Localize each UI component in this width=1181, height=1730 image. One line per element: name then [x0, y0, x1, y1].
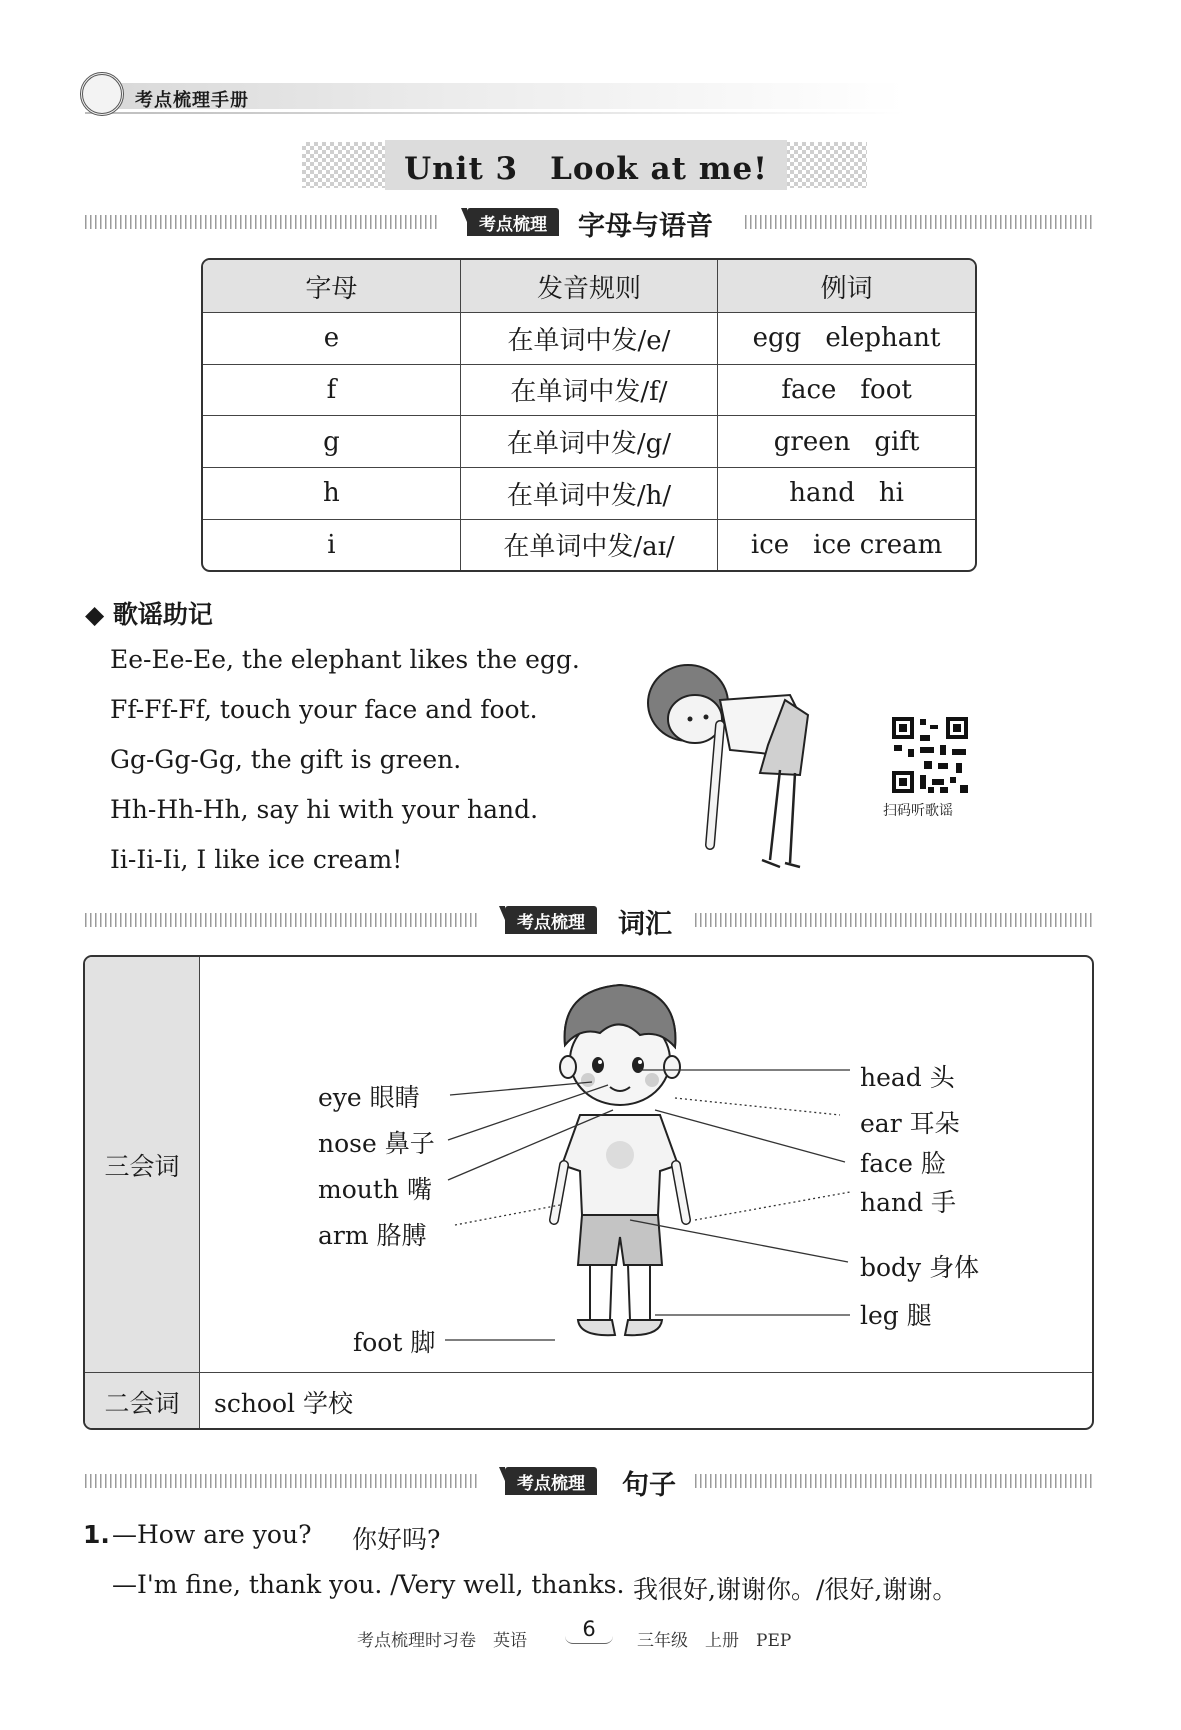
chant-line: Ee-Ee-Ee, the elephant likes the egg. [110, 645, 580, 674]
letter-cell: g [203, 416, 460, 468]
rule-cell: 在单词中发/g/ [460, 416, 717, 468]
rule-cell: 在单词中发/h/ [460, 467, 717, 519]
sentence-answer-cn: 我很好,谢谢你。/很好,谢谢。 [633, 1575, 958, 1604]
example-word: gift [874, 426, 920, 457]
column-header: 例词 [718, 260, 975, 313]
section-tag: 考点梳理 [467, 208, 559, 236]
example-word: foot [860, 374, 912, 405]
footer-right: 三年级 上册 PEP [637, 1631, 792, 1651]
example-word: ice cream [813, 529, 943, 560]
vocab-label-body: body 身体 [860, 1253, 980, 1282]
sentence-answer: —I'm fine, thank you. /Very well, thanks. [112, 1570, 625, 1599]
letter-cell: i [203, 519, 460, 570]
section-title: 词汇 [618, 909, 672, 940]
page-number: 6 [565, 1617, 613, 1644]
footer-left: 考点梳理时习卷 英语 [357, 1631, 527, 1651]
section-tag: 考点梳理 [505, 1467, 597, 1495]
qr-caption: 扫码听歌谣 [883, 803, 953, 819]
example-word: face [781, 374, 837, 405]
chant-line: Ff-Ff-Ff, touch your face and foot. [110, 695, 538, 724]
section-title: 句子 [622, 1470, 676, 1501]
unit-title: Unit 3 Look at me! [385, 140, 787, 190]
sentence-question-cn: 你好吗? [352, 1525, 441, 1554]
column-header: 发音规则 [460, 260, 717, 313]
chant-line: Hh-Hh-Hh, say hi with your hand. [110, 795, 539, 824]
chant-heading: ◆ 歌谣助记 [85, 600, 213, 629]
level2-words: school 学校 [200, 1372, 1094, 1430]
example-word: elephant [825, 323, 941, 354]
level2-label: 二会词 [85, 1372, 200, 1430]
vocab-label-face: face 脸 [860, 1149, 946, 1178]
sentence-question: —How are you? [112, 1520, 312, 1549]
vocab-label-mouth: mouth 嘴 [318, 1175, 432, 1204]
section-tag: 考点梳理 [505, 906, 597, 934]
vocab-label-ear: ear 耳朵 [860, 1109, 960, 1138]
chant-line: Gg-Gg-Gg, the gift is green. [110, 745, 462, 774]
section-divider [695, 1474, 1095, 1488]
level1-label: 三会词 [85, 957, 200, 1372]
section-divider [85, 1474, 480, 1488]
rule-cell: 在单词中发/f/ [460, 364, 717, 416]
example-word: egg [752, 323, 802, 354]
vocab-label-hand: hand 手 [860, 1188, 957, 1217]
letter-cell: h [203, 467, 460, 519]
book-title: 考点梳理手册 [135, 90, 249, 111]
rule-cell: 在单词中发/aɪ/ [460, 519, 717, 570]
chant-line: Ii-Ii-Ii, I like ice cream! [110, 845, 403, 874]
letter-cell: e [203, 313, 460, 365]
column-header: 字母 [203, 260, 460, 313]
vocab-label-head: head 头 [860, 1063, 955, 1092]
vocab-label-eye: eye 眼睛 [318, 1083, 420, 1112]
example-word: hi [878, 478, 904, 509]
rule-cell: 在单词中发/e/ [460, 313, 717, 365]
sentence-number: 1. [83, 1520, 110, 1549]
example-word: hand [789, 478, 855, 509]
vocab-label-foot: foot 脚 [353, 1328, 436, 1357]
vocab-label-leg: leg 腿 [860, 1301, 932, 1330]
example-word: green [773, 426, 851, 457]
vocab-label-arm: arm 胳膊 [318, 1221, 427, 1250]
example-word: ice [750, 529, 790, 560]
section-title: 字母与语音 [578, 211, 713, 242]
vocab-label-nose: nose 鼻子 [318, 1129, 435, 1158]
letter-cell: f [203, 364, 460, 416]
